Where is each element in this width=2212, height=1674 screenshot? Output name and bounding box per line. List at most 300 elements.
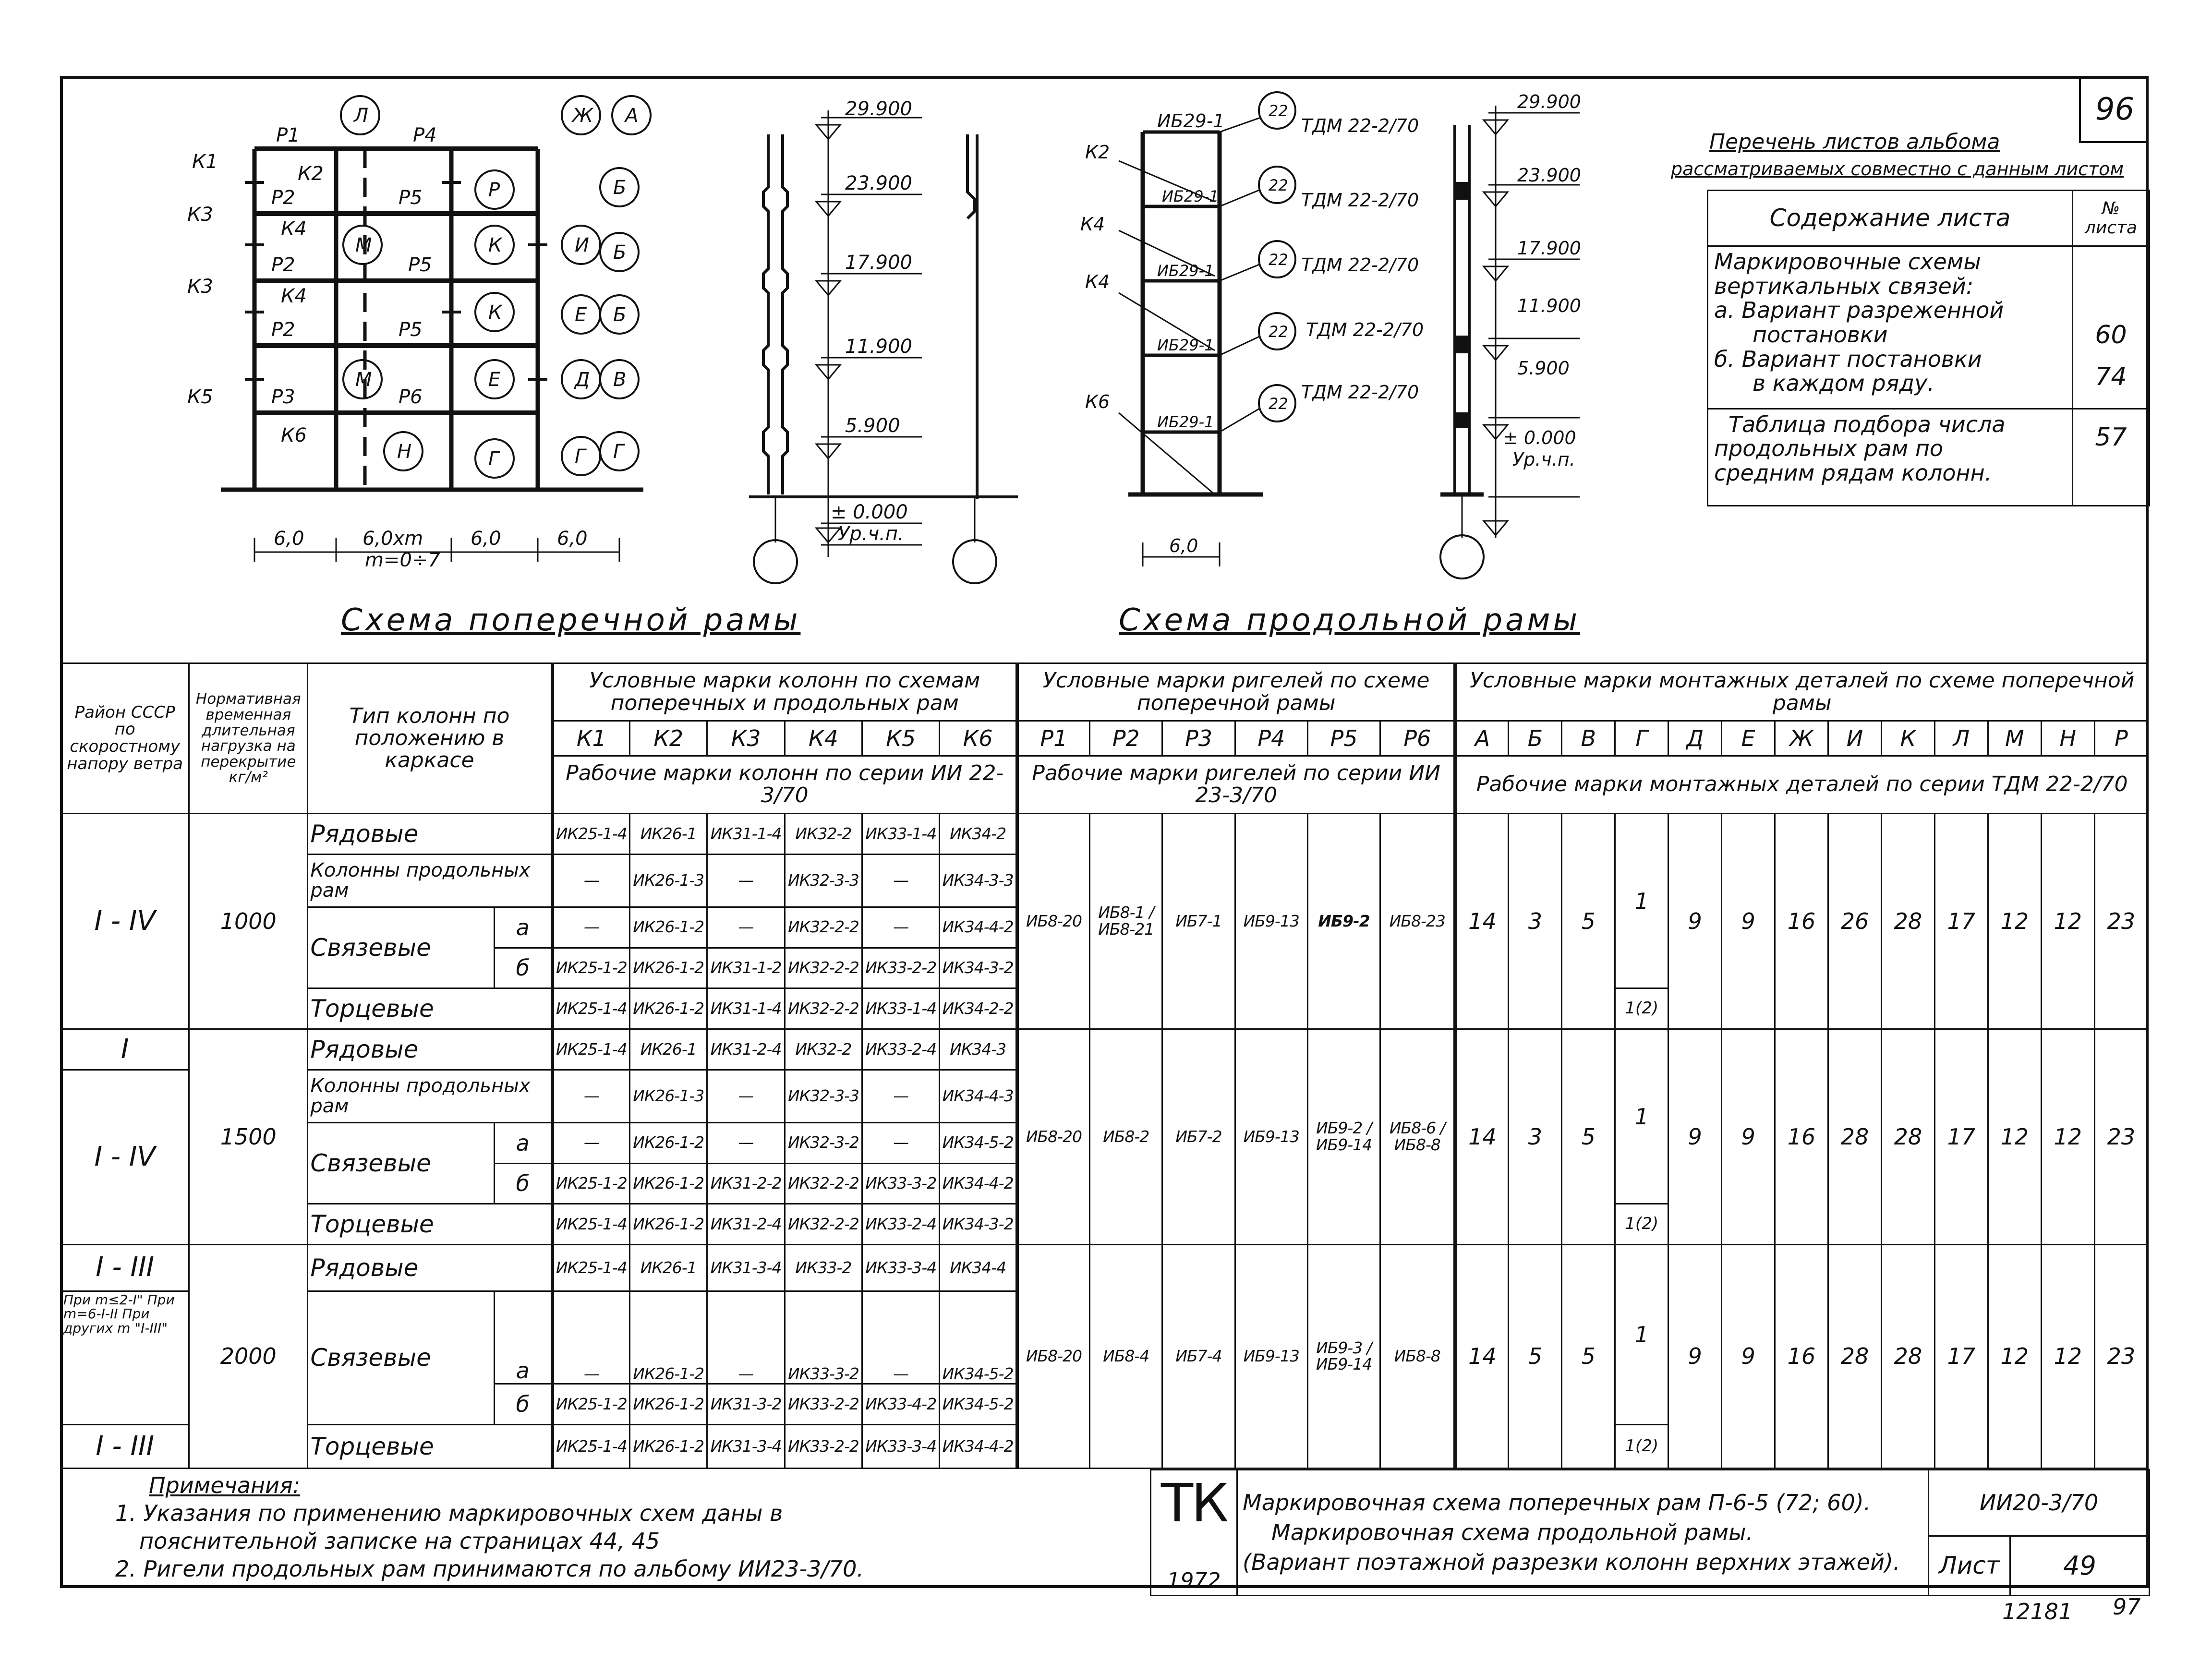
contents-heading-2: рассматриваемых совместно с данным листом (1671, 158, 2124, 180)
longitudinal-frame-caption: Схема продольной рамы (1119, 602, 1581, 638)
beam-label: Р1 (276, 124, 300, 146)
col-cell: — (862, 1070, 940, 1122)
col-cell: ИК26-1-2 (630, 1291, 707, 1384)
col-cell: ИК34-2-2 (940, 988, 1017, 1029)
node-label: Р (488, 179, 500, 201)
col-cell: ИК25-1-4 (552, 814, 629, 855)
sheet-label-cell: Лист (1929, 1536, 2010, 1595)
col-cell: ИК25-1-4 (552, 1029, 629, 1070)
contents-row-1-line: вертикальных связей: (1714, 273, 1974, 299)
note-line: 2. Ригели продольных рам принимаются по альбому ИИ23-3/70. (115, 1556, 864, 1582)
sheet-corner-number: 96 (2079, 76, 2149, 143)
contents-row-1-line: в каждом ряду. (1753, 370, 1934, 397)
beam-mark: Р1 (1017, 721, 1089, 756)
longitudinal-frame-drawing (1071, 86, 1647, 600)
llevel-label: 23.900 (1517, 165, 1581, 186)
detail-mark: 22 (1269, 176, 1288, 194)
table-row (61, 814, 2148, 855)
load-cell: 1000 (189, 814, 308, 1029)
type-cell: Рядовые (308, 814, 552, 855)
type-cell: Связевые (308, 1291, 494, 1424)
lfloor-note: Ур.ч.п. (1512, 449, 1575, 470)
title-line: (Вариант поэтажной разрезки колонн верхних этажей). (1243, 1549, 1900, 1576)
contents-row-1 (1708, 246, 2073, 409)
h-details-sub: Рабочие марки монтажных деталей по серии ТДМ 22-2/70 (1455, 756, 2148, 813)
contents-col-sheet: № листа (2073, 191, 2150, 246)
beam-cell: ИБ8-2 (1090, 1029, 1162, 1245)
contents-row-2-line: Таблица подбора числа (1729, 411, 2006, 437)
detail-cell: 28 (1828, 1029, 1882, 1245)
col-cell: ИК34-4-2 (940, 907, 1017, 948)
sub-cell: а (494, 907, 552, 948)
detail-label: ТДМ 22-2/70 (1301, 190, 1419, 211)
note-line: пояснительной записке на страницах 44, 45 (139, 1528, 660, 1554)
type-cell: Торцевые (308, 1204, 552, 1245)
detail-mark: И (1828, 721, 1882, 756)
inventory-number: 12181 (2002, 1599, 2073, 1625)
region-cell: При m≤2-I" При m=6-I-II При других m "I-III" (61, 1291, 189, 1424)
detail-cell: 9 (1668, 1244, 1722, 1468)
col-cell: ИК33-2-2 (785, 1425, 862, 1469)
col-cell: — (862, 1291, 940, 1384)
detail-cell: 14 (1455, 1029, 1509, 1245)
detail-cell: 17 (1934, 1029, 1988, 1245)
beam-cell: ИБ7-2 (1162, 1029, 1235, 1245)
g-note-cell: 1(2) (1615, 988, 1668, 1029)
org-mark: ТК (1160, 1472, 1227, 1534)
node-label: М (355, 234, 372, 256)
col-label: К4 (281, 218, 307, 240)
col-cell: ИК34-3 (940, 1029, 1017, 1070)
beam-label: Р5 (399, 187, 423, 209)
detail-cell: 3 (1509, 814, 1562, 1029)
beam-label: Р6 (399, 386, 423, 408)
type-cell: Связевые (308, 1122, 494, 1204)
type-cell: Рядовые (308, 1029, 552, 1070)
col-cell: ИК32-3-2 (785, 1122, 862, 1163)
lbeam-label: ИБ29-1 (1162, 187, 1219, 205)
lcol-label: К2 (1085, 142, 1110, 163)
contents-row-2-line: продольных рам по (1714, 435, 1944, 462)
type-cell: Связевые (308, 907, 494, 988)
col-cell: — (862, 907, 940, 948)
type-cell: Колонны продольных рам (308, 1070, 552, 1122)
col-cell: ИК31-1-4 (707, 814, 785, 855)
detail-cell: 23 (2094, 1244, 2148, 1468)
col-cell: ИК26-1-2 (630, 1122, 707, 1163)
type-cell: Торцевые (308, 988, 552, 1029)
detail-cell: 12 (1988, 814, 2041, 1029)
table-row (61, 1244, 2148, 1291)
col-cell: ИК26-1 (630, 1244, 707, 1291)
col-cell: ИК32-2-2 (785, 988, 862, 1029)
load-cell: 1500 (189, 1029, 308, 1245)
col-cell: ИК33-2-4 (862, 1029, 940, 1070)
detail-cell: 9 (1722, 1244, 1775, 1468)
detail-mark: 22 (1269, 395, 1288, 413)
span-note: m=0÷7 (365, 549, 440, 566)
detail-mark: Р (2094, 721, 2148, 756)
node-label: Л (354, 105, 369, 127)
lbeam-label: ИБ29-1 (1157, 336, 1214, 354)
col-cell: ИК33-2-2 (862, 948, 940, 988)
col-cell: ИК33-4-2 (862, 1384, 940, 1425)
detail-cell: 28 (1881, 1244, 1934, 1468)
notes-heading: Примечания: (149, 1472, 301, 1498)
detail-mark: Г (1615, 721, 1668, 756)
col-mark: К5 (862, 721, 940, 756)
sub-cell: а (494, 1122, 552, 1163)
col-cell: ИК32-2-2 (785, 1204, 862, 1245)
node-label: И (575, 234, 589, 256)
col-cell: ИК31-3-4 (707, 1425, 785, 1469)
detail-cell: 3 (1509, 1029, 1562, 1245)
node-label: В (613, 369, 627, 391)
beam-mark: Р5 (1307, 721, 1380, 756)
detail-cell: 12 (2041, 1029, 2094, 1245)
detail-cell: 9 (1668, 814, 1722, 1029)
span-label: 6,0 (274, 528, 304, 550)
col-cell: ИК26-1 (630, 1029, 707, 1070)
beam-cell: ИБ8-4 (1090, 1244, 1162, 1468)
g-note-cell: 1(2) (1615, 1204, 1668, 1245)
title-text-cell (1237, 1470, 1929, 1596)
detail-mark: Д (1668, 721, 1722, 756)
lspan-label: 6,0 (1169, 535, 1198, 556)
region-cell: I (61, 1029, 189, 1070)
beam-mark: Р4 (1235, 721, 1307, 756)
contents-row-2 (1708, 409, 2073, 506)
node-label: К (488, 301, 502, 324)
node-label: Б (613, 177, 627, 199)
contents-sheet-no: 60 (2095, 321, 2127, 350)
contents-sheet-no: 57 (2095, 422, 2127, 452)
llevel-label: 17.900 (1517, 238, 1581, 259)
col-cell: ИК25-1-2 (552, 1384, 629, 1425)
detail-mark: К (1881, 721, 1934, 756)
level-label: 11.900 (845, 336, 912, 358)
detail-mark: Ж (1775, 721, 1828, 756)
col-cell: ИК34-4-2 (940, 1163, 1017, 1204)
col-mark: К3 (707, 721, 785, 756)
region-cell: I - IV (61, 814, 189, 1029)
col-cell: ИК33-1-4 (862, 988, 940, 1029)
contents-table (1707, 190, 2150, 506)
beam-label: Р5 (408, 254, 432, 276)
beam-label: Р2 (271, 319, 295, 341)
detail-cell: 28 (1828, 1244, 1882, 1468)
col-cell: ИК34-3-2 (940, 948, 1017, 988)
llevel-label: 29.900 (1517, 91, 1581, 112)
detail-mark: В (1562, 721, 1615, 756)
col-cell: — (862, 1122, 940, 1163)
lbeam-label: ИБ29-1 (1157, 262, 1214, 280)
beam-cell: ИБ8-1 / ИБ8-21 (1090, 814, 1162, 1029)
marking-table (60, 662, 2149, 1469)
col-cell: ИК26-1-3 (630, 854, 707, 907)
span-label: 6,0 (557, 528, 588, 550)
col-cell: ИК33-3-2 (862, 1163, 940, 1204)
detail-cell: 28 (1881, 814, 1934, 1029)
col-cell: — (707, 1070, 785, 1122)
contents-row-1-sheets (2073, 246, 2150, 409)
col-cell: ИК31-1-2 (707, 948, 785, 988)
col-cell: — (707, 1291, 785, 1384)
col-cell: ИК33-2 (785, 1244, 862, 1291)
col-cell: ИК33-2-2 (785, 1384, 862, 1425)
level-label: ± 0.000 (831, 501, 908, 523)
contents-heading-1: Перечень листов альбома (1709, 130, 2000, 154)
g-note-cell: 1(2) (1615, 1425, 1668, 1469)
series-cell: ИИ20-3/70 (1929, 1470, 2150, 1536)
col-cell: — (552, 907, 629, 948)
detail-cell: 23 (2094, 814, 2148, 1029)
col-label: К2 (298, 163, 324, 185)
col-cell: ИК33-3-4 (862, 1425, 940, 1469)
col-cell: ИК25-1-2 (552, 948, 629, 988)
beam-cell: ИБ7-4 (1162, 1244, 1235, 1468)
lcol-label: К4 (1085, 271, 1110, 292)
span-label: 6,0хm (363, 528, 423, 550)
detail-label: ТДМ 22-2/70 (1301, 115, 1419, 136)
beam-cell: ИБ9-2 / ИБ9-14 (1307, 1029, 1380, 1245)
detail-cell: 1 (1615, 1029, 1668, 1204)
floor-note: Ур.ч.п. (838, 523, 904, 545)
region-cell: I - III (61, 1244, 189, 1291)
col-cell: ИК33-1-4 (862, 814, 940, 855)
transverse-frame-drawing (173, 86, 653, 566)
col-cell: ИК33-3-4 (862, 1244, 940, 1291)
col-cell: ИК33-3-2 (785, 1291, 862, 1384)
contents-row-1-line: постановки (1753, 322, 1888, 348)
h-type: Тип колонн по положению в каркасе (308, 663, 552, 814)
node-label: Ж (572, 105, 593, 127)
detail-cell: 23 (2094, 1029, 2148, 1245)
note-line: 1. Указания по применению маркировочных схем даны в (115, 1500, 783, 1526)
detail-cell: 12 (2041, 814, 2094, 1029)
beam-cell: ИБ8-20 (1017, 814, 1089, 1029)
type-cell: Торцевые (308, 1425, 552, 1469)
title-line: Маркировочная схема поперечных рам П-6-5 (72; 60). (1243, 1490, 1871, 1516)
h-beams-group: Условные марки ригелей по схеме поперечной рамы (1017, 663, 1455, 721)
detail-cell: 9 (1668, 1029, 1722, 1245)
detail-cell: 5 (1509, 1244, 1562, 1468)
col-cell: ИК34-5-2 (940, 1291, 1017, 1384)
contents-row-1-line: а. Вариант разреженной (1714, 297, 2004, 324)
detail-cell: 9 (1722, 814, 1775, 1029)
llevel-label: ± 0.000 (1503, 427, 1576, 448)
node-label: Б (613, 241, 627, 264)
beam-label: Р4 (413, 124, 437, 146)
h-beams-sub: Рабочие марки ригелей по серии ИИ 23-3/70 (1017, 756, 1455, 813)
beam-cell: ИБ8-8 (1380, 1244, 1455, 1468)
col-cell: ИК31-1-4 (707, 988, 785, 1029)
detail-mark: 22 (1269, 323, 1288, 341)
col-cell: ИК26-1-3 (630, 1070, 707, 1122)
beam-cell: ИБ7-1 (1162, 814, 1235, 1029)
col-cell: — (707, 1122, 785, 1163)
lcol-label: К6 (1085, 391, 1110, 412)
col-cell: ИК34-4-3 (940, 1070, 1017, 1122)
col-cell: — (552, 854, 629, 907)
detail-cell: 17 (1934, 814, 1988, 1029)
node-label: Е (575, 304, 587, 326)
section-levels-drawing (749, 96, 1018, 600)
llevel-label: 5.900 (1517, 358, 1570, 379)
col-label: К4 (281, 285, 307, 307)
beam-cell: ИБ9-13 (1235, 1029, 1307, 1245)
col-cell: ИК26-1-2 (630, 988, 707, 1029)
col-cell: ИК26-1-2 (630, 1384, 707, 1425)
col-cell: ИК25-1-4 (552, 1244, 629, 1291)
lcol-label: К4 (1080, 214, 1105, 235)
col-cell: ИК33-2-4 (862, 1204, 940, 1245)
col-cell: ИК26-1-2 (630, 907, 707, 948)
h-cols-group: Условные марки колонн по схемам поперечных и продольных рам (552, 663, 1017, 721)
col-mark: К1 (552, 721, 629, 756)
detail-cell: 28 (1881, 1029, 1934, 1245)
col-cell: ИК25-1-4 (552, 1204, 629, 1245)
col-cell: — (552, 1122, 629, 1163)
type-cell: Рядовые (308, 1244, 552, 1291)
node-label: Г (613, 441, 624, 463)
contents-row-2-sheets (2073, 409, 2150, 506)
beam-cell: ИБ8-6 / ИБ8-8 (1380, 1029, 1455, 1245)
beam-cell: ИБ9-13 (1235, 1244, 1307, 1468)
detail-cell: 14 (1455, 1244, 1509, 1468)
col-cell: ИК31-2-4 (707, 1204, 785, 1245)
h-cols-sub: Рабочие марки колонн по серии ИИ 22-3/70 (552, 756, 1017, 813)
col-cell: ИК26-1-2 (630, 948, 707, 988)
node-label: А (625, 105, 639, 127)
col-label: К3 (187, 276, 213, 298)
col-mark: К2 (630, 721, 707, 756)
detail-cell: 1 (1615, 814, 1668, 988)
detail-cell: 16 (1775, 814, 1828, 1029)
col-cell: ИК34-2 (940, 814, 1017, 855)
node-label: Н (397, 441, 412, 463)
beam-cell: ИБ8-20 (1017, 1029, 1089, 1245)
contents-row-2-line: средним рядам колонн. (1714, 460, 1992, 486)
detail-cell: 1 (1615, 1244, 1668, 1424)
beam-label: Р2 (271, 187, 295, 209)
lbeam-label: ИБ29-1 (1157, 110, 1225, 132)
col-cell: — (552, 1070, 629, 1122)
level-label: 17.900 (845, 252, 912, 274)
node-label: Г (488, 448, 499, 470)
col-cell: ИК32-3-3 (785, 854, 862, 907)
beam-cell: ИБ9-13 (1235, 814, 1307, 1029)
detail-cell: 5 (1562, 1244, 1615, 1468)
col-cell: ИК26-1 (630, 814, 707, 855)
span-label: 6,0 (471, 528, 501, 550)
col-cell: ИК26-1-2 (630, 1425, 707, 1469)
col-label: К3 (187, 204, 213, 226)
detail-label: ТДМ 22-2/70 (1301, 382, 1419, 403)
title-line: Маркировочная схема продольной рамы. (1271, 1519, 1753, 1546)
col-cell: — (552, 1291, 629, 1384)
sub-cell: б (494, 1163, 552, 1204)
detail-cell: 12 (1988, 1244, 2041, 1468)
beam-cell: ИБ9-2 (1307, 814, 1380, 1029)
sheet-no-cell: 49 (2010, 1536, 2150, 1595)
col-cell: ИК26-1-2 (630, 1204, 707, 1245)
col-cell: ИК31-2-4 (707, 1029, 785, 1070)
col-cell: ИК32-2-2 (785, 948, 862, 988)
node-label: Д (575, 369, 590, 391)
sub-cell: б (494, 1384, 552, 1425)
beam-mark: Р6 (1380, 721, 1455, 756)
sub-cell: б (494, 948, 552, 988)
node-label: Б (613, 304, 627, 326)
region-cell: I - III (61, 1425, 189, 1469)
node-label: К (488, 234, 502, 256)
col-cell: ИК31-3-4 (707, 1244, 785, 1291)
title-block (1150, 1469, 2150, 1596)
col-cell: ИК34-5-2 (940, 1384, 1017, 1425)
beam-cell: ИБ9-3 / ИБ9-14 (1307, 1244, 1380, 1468)
detail-mark: Л (1934, 721, 1988, 756)
detail-cell: 26 (1828, 814, 1882, 1029)
col-cell: ИК32-2-2 (785, 1163, 862, 1204)
transverse-frame-caption: Схема поперечной рамы (341, 602, 801, 638)
col-cell: ИК34-4-2 (940, 1425, 1017, 1469)
beam-mark: Р2 (1090, 721, 1162, 756)
detail-cell: 17 (1934, 1244, 1988, 1468)
org-cell (1151, 1470, 1237, 1536)
detail-mark: Б (1509, 721, 1562, 756)
contents-row-1-line: Маркировочные схемы (1714, 249, 1981, 275)
notes-block (115, 1471, 864, 1583)
detail-mark: М (1988, 721, 2041, 756)
detail-cell: 5 (1562, 1029, 1615, 1245)
sub-cell: а (494, 1291, 552, 1384)
col-cell: ИК32-3-3 (785, 1070, 862, 1122)
col-cell: — (707, 907, 785, 948)
col-cell: — (707, 854, 785, 907)
h-load: Нормативная временная длительная нагрузка на перекрытие кг/м² (189, 663, 308, 814)
year-cell: 1972 (1151, 1536, 1237, 1595)
col-cell: ИК32-2 (785, 1029, 862, 1070)
col-cell: ИК25-1-4 (552, 988, 629, 1029)
detail-cell: 12 (1988, 1029, 2041, 1245)
detail-label: ТДМ 22-2/70 (1301, 254, 1419, 276)
detail-cell: 12 (2041, 1244, 2094, 1468)
detail-mark: Е (1722, 721, 1775, 756)
contents-row-1-line: б. Вариант постановки (1714, 346, 1982, 372)
col-cell: ИК25-1-4 (552, 1425, 629, 1469)
col-cell: ИК26-1-2 (630, 1163, 707, 1204)
lbeam-label: ИБ29-1 (1157, 413, 1214, 431)
h-details-group: Условные марки монтажных деталей по схеме поперечной рамы (1455, 663, 2148, 721)
beam-mark: Р3 (1162, 721, 1235, 756)
llevel-label: 11.900 (1517, 295, 1581, 316)
level-label: 29.900 (845, 98, 912, 120)
detail-mark: 22 (1269, 251, 1288, 269)
beam-cell: ИБ8-20 (1017, 1244, 1089, 1468)
col-cell: ИК31-2-2 (707, 1163, 785, 1204)
col-cell: ИК34-3-2 (940, 1204, 1017, 1245)
col-cell: ИК34-5-2 (940, 1122, 1017, 1163)
col-cell: ИК34-4 (940, 1244, 1017, 1291)
level-label: 23.900 (845, 172, 912, 194)
table-row (61, 1029, 2148, 1070)
col-cell: ИК25-1-2 (552, 1163, 629, 1204)
type-cell: Колонны продольных рам (308, 854, 552, 907)
detail-mark: 22 (1269, 102, 1288, 120)
beam-label: Р5 (399, 319, 423, 341)
level-label: 5.900 (845, 415, 900, 437)
